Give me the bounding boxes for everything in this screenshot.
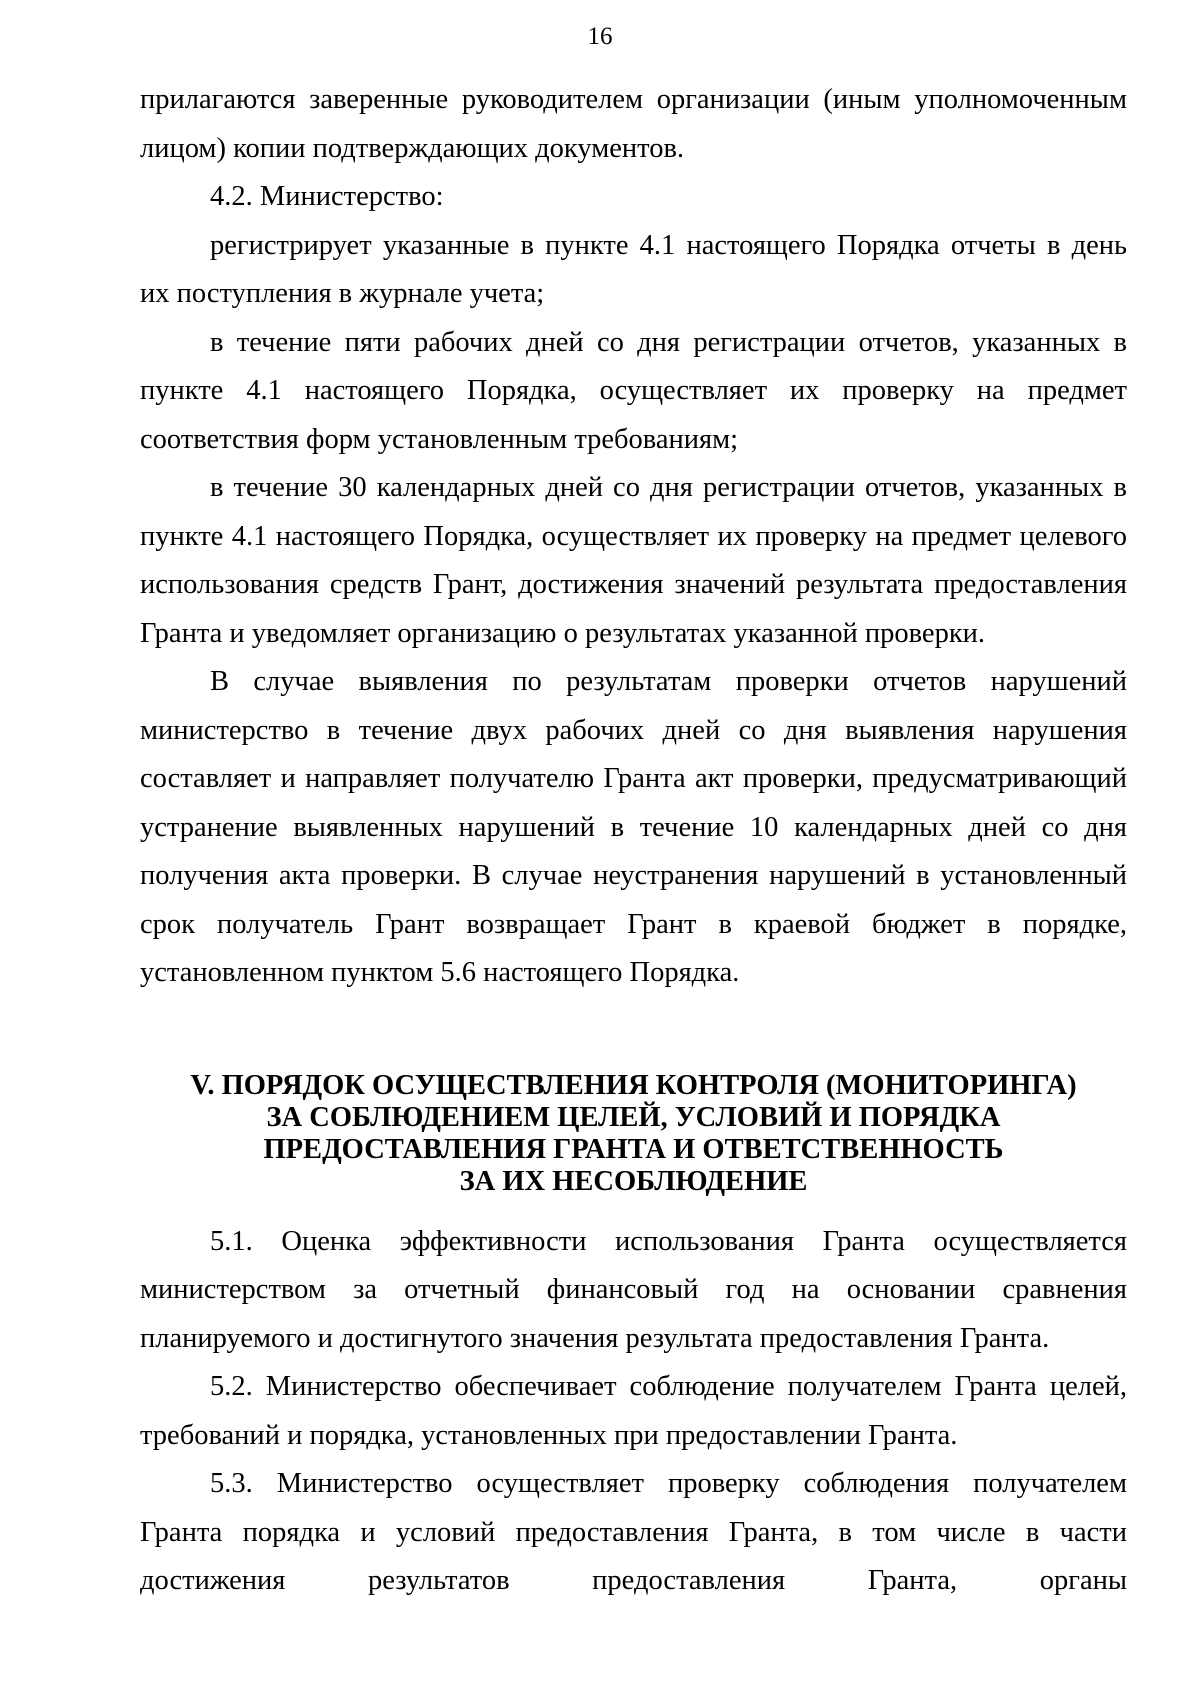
- paragraph-5-2: 5.2. Министерство обеспечивает соблюдение получателем Гранта целей, требований и порядка, установленных при предоставлении Гранта.: [140, 1371, 1127, 1451]
- paragraph-registration: регистрирует указанные в пункте 4.1 настоящего Порядка отчеты в день их поступления в журнале учета;: [140, 229, 1127, 309]
- section-heading-line-2: ЗА СОБЛЮДЕНИЕМ ЦЕЛЕЙ, УСЛОВИЙ И ПОРЯДКА: [266, 1101, 1001, 1133]
- paragraph-4-2-intro: 4.2. Министерство:: [210, 181, 444, 212]
- document-body: [140, 76, 1127, 1606]
- section-heading: [140, 1070, 1127, 1198]
- section-heading-line-3: ПРЕДОСТАВЛЕНИЯ ГРАНТА И ОТВЕТСТВЕННОСТЬ: [263, 1133, 1004, 1165]
- paragraph-5-3: 5.3. Министерство осуществляет проверку соблюдения получателем Гранта порядка и условий предоставления Гранта, в том числе в части достижения результатов предоставления Гранта, органы: [140, 1468, 1127, 1596]
- paragraph-continuation: прилагаются заверенные руководителем организации (иным уполномоченным лицом) копии подтверждающих документов.: [140, 84, 1127, 164]
- page-number: 16: [587, 23, 613, 50]
- paragraph-violations: В случае выявления по результатам проверки отчетов нарушений министерство в течение двух рабочих дней со дня выявления нарушения составляет и направляет получателю Гранта акт проверки, предусматривающий устранение выявленных нарушений в течение 10 календарных дней со дня получения акта проверки. В случае неустранения нарушений в установленный срок получатель Грант возвращает Грант в краевой бюджет в порядке, установленном пунктом 5.6 настоящего Порядка.: [140, 666, 1127, 988]
- section-heading-line-4: ЗА ИХ НЕСОБЛЮДЕНИЕ: [459, 1165, 808, 1197]
- paragraph-five-days-check: в течение пяти рабочих дней со дня регистрации отчетов, указанных в пункте 4.1 настоящего Порядка, осуществляет их проверку на предмет соответствия форм установленным требованиям;: [140, 326, 1127, 455]
- paragraph-thirty-days-check: в течение 30 календарных дней со дня регистрации отчетов, указанных в пункте 4.1 настоящего Порядка, осуществляет их проверку на предмет целевого использования средств Грант, достижения значений результата предоставления Гранта и уведомляет организацию о результатах указанной проверки.: [140, 472, 1127, 649]
- paragraph-5-1: 5.1. Оценка эффективности использования Гранта осуществляется министерством за отчетный финансовый год на основании сравнения планируемого и достигнутого значения результата предоставления Гранта.: [140, 1225, 1127, 1354]
- section-heading-line-1: V. ПОРЯДОК ОСУЩЕСТВЛЕНИЯ КОНТРОЛЯ (МОНИТОРИНГА): [190, 1069, 1077, 1101]
